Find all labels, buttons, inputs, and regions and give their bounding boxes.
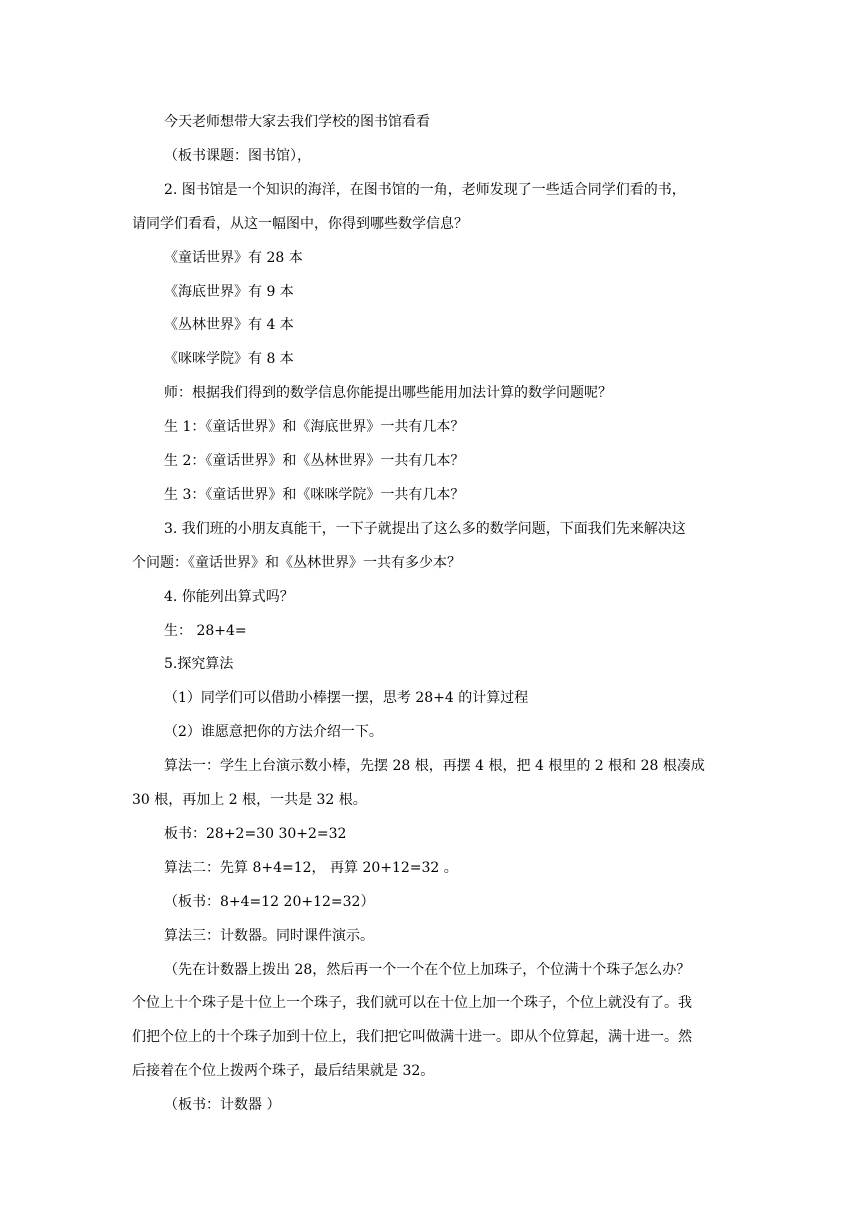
text-line-14: 个问题：《童话世界》和《丛林世界》一共有多少本？ <box>132 555 461 571</box>
text-line-15: 4. 你能列出算式吗？ <box>164 589 294 605</box>
text-line-13: 3. 我们班的小朋友真能干，一下子就提出了这么多的数学问题，下面我们先来解决这 <box>164 521 686 537</box>
text-line-18: （1）同学们可以借助小棒摆一摆，思考 28+4 的计算过程 <box>164 690 529 706</box>
text-line-30: （板书：计数器 ） <box>164 1097 281 1113</box>
text-line-7: 《丛林世界》有 4 本 <box>164 317 294 333</box>
text-line-11: 生 2：《童话世界》和《丛林世界》一共有几本？ <box>164 453 465 469</box>
text-line-25: 算法三：计数器。同时课件演示。 <box>164 928 374 944</box>
text-line-5: 《童话世界》有 28 本 <box>164 250 303 266</box>
text-line-23: 算法二：先算 8+4=12， 再算 20+12=32 。 <box>164 860 458 876</box>
text-line-4: 请同学们看看，从这一幅图中，你得到哪些数学信息？ <box>132 216 468 232</box>
text-line-27: 个位上十个珠子是十位上一个珠子，我们就可以在十位上加一个珠子，个位上就没有了。我 <box>132 995 692 1011</box>
text-line-28: 们把个位上的十个珠子加到十位上，我们把它叫做满十进一。即从个位算起，满十进一。然 <box>132 1029 692 1045</box>
text-line-16: 生： 28+4= <box>164 623 247 639</box>
text-line-21: 30 根，再加上 2 根，一共是 32 根。 <box>132 792 367 808</box>
text-line-6: 《海底世界》有 9 本 <box>164 284 294 300</box>
text-line-22: 板书：28+2=30 30+2=32 <box>164 826 347 842</box>
text-line-12: 生 3：《童话世界》和《咪咪学院》一共有几本？ <box>164 487 465 503</box>
text-line-24: （板书：8+4=12 20+12=32） <box>164 894 375 910</box>
text-line-1: 今天老师想带大家去我们学校的图书馆看看 <box>164 114 430 130</box>
text-line-20: 算法一：学生上台演示数小棒，先摆 28 根，再摆 4 根，把 4 根里的 2 根和 28 根凑成 <box>164 758 705 774</box>
text-line-3: 2. 图书馆是一个知识的海洋，在图书馆的一角，老师发现了一些适合同学们看的书， <box>164 182 686 198</box>
text-line-17: 5.探究算法 <box>164 656 234 672</box>
text-line-9: 师：根据我们得到的数学信息你能提出哪些能用加法计算的数学问题呢？ <box>164 385 612 401</box>
text-line-26: （先在计数器上拨出 28，然后再一个一个在个位上加珠子，个位满十个珠子怎么办？ <box>164 962 691 978</box>
text-line-8: 《咪咪学院》有 8 本 <box>164 351 294 367</box>
text-line-10: 生 1：《童话世界》和《海底世界》一共有几本？ <box>164 419 465 435</box>
text-line-19: （2）谁愿意把你的方法介绍一下。 <box>164 724 383 740</box>
text-line-29: 后接着在个位上拨两个珠子，最后结果就是 32。 <box>132 1063 435 1079</box>
text-line-2: （板书课题：图书馆）， <box>164 148 311 164</box>
